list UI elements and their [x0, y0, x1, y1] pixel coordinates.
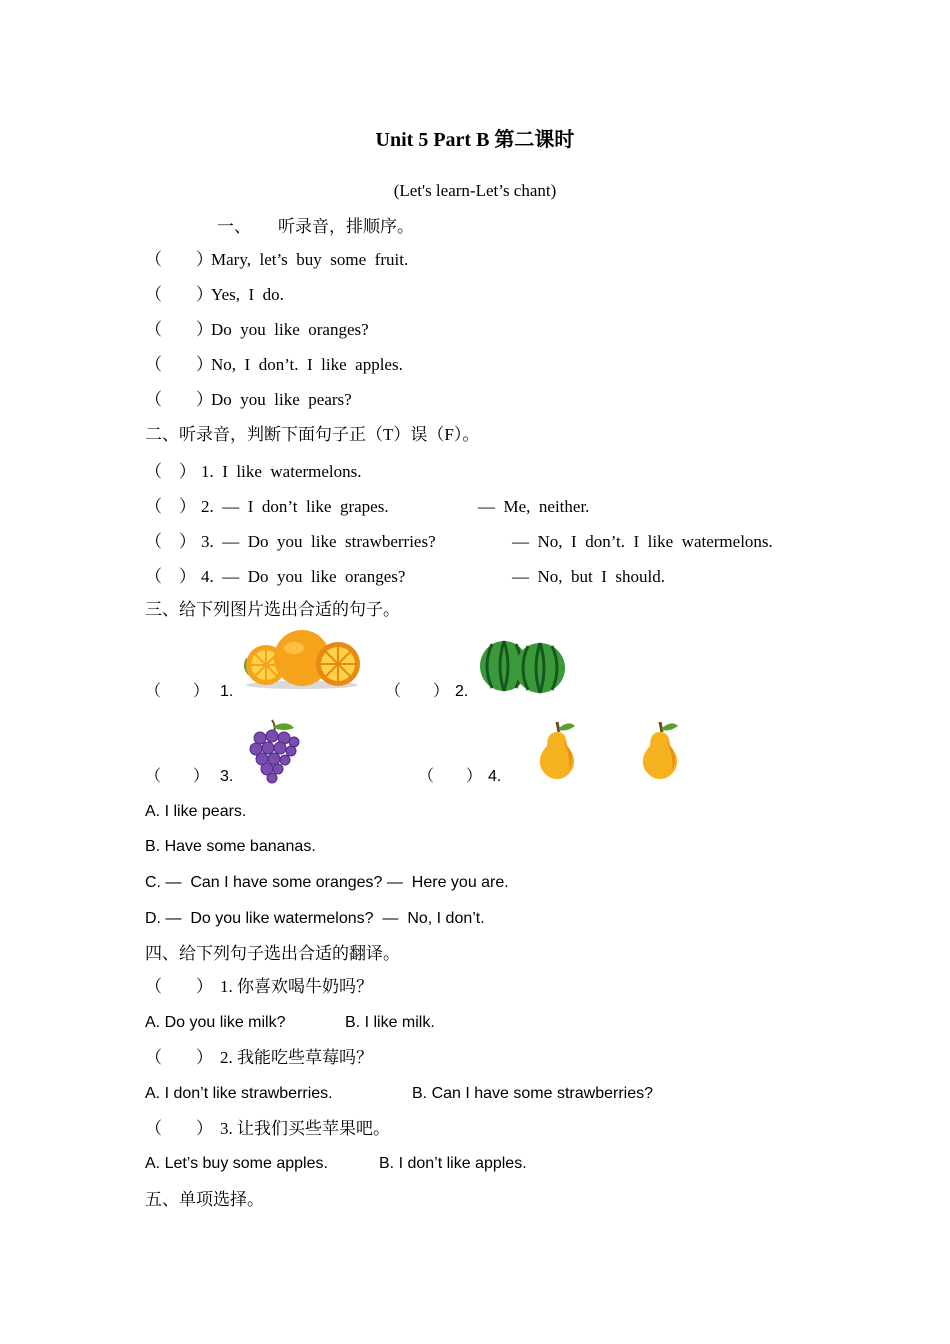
option-b: B. Have some bananas. — [145, 838, 316, 855]
pears-image — [533, 720, 581, 780]
answer-blank[interactable]: （ ） — [145, 462, 196, 481]
answer-blank[interactable]: （ ） — [145, 567, 196, 586]
question-text: 1. 你喜欢喝牛奶吗？ — [220, 977, 373, 996]
option-b: B. Can I have some strawberries? — [412, 1085, 653, 1102]
sentence-text: 1. I like watermelons. — [201, 462, 362, 481]
option-c: C. — Can I have some oranges? — Here you are. — [145, 874, 509, 891]
pears-image — [636, 720, 684, 780]
picture-number: 4. — [488, 768, 502, 785]
answer-blank[interactable]: （ ） — [145, 355, 213, 374]
option-a: A. I like pears. — [145, 803, 247, 820]
section2-heading: 二、听录音，判断下面句子正（T）误（F）。 — [145, 425, 480, 444]
answer-blank[interactable]: （ ） — [145, 390, 213, 409]
reply-text: — No, but I should. — [512, 567, 665, 586]
section4-heading: 四、给下列句子选出合适的翻译。 — [145, 944, 400, 963]
option-a: A. I don’t like strawberries. — [145, 1085, 333, 1102]
sentence-text: 2. — I don’t like grapes. — [201, 497, 389, 516]
sentence-text: 4. — Do you like oranges? — [201, 567, 406, 586]
section3-heading: 三、给下列图片选出合适的句子。 — [145, 600, 400, 619]
question-text: 2. 我能吃些草莓吗？ — [220, 1048, 373, 1067]
section1-number: 一、 — [217, 217, 251, 236]
answer-blank[interactable]: （ ） — [145, 532, 196, 551]
picture-number: 1. — [220, 683, 234, 700]
answer-blank[interactable]: （ ） — [145, 768, 210, 785]
option-b: B. I like milk. — [345, 1014, 435, 1031]
sentence-text: Yes, I do. — [211, 285, 284, 304]
sentence-text: Do you like pears? — [211, 390, 352, 409]
picture-number: 3. — [220, 768, 234, 785]
answer-blank[interactable]: （ ） — [145, 285, 213, 304]
sentence-text: Do you like oranges? — [211, 320, 369, 339]
section5-heading: 五、单项选择。 — [145, 1190, 264, 1209]
answer-blank[interactable]: （ ） — [385, 683, 450, 700]
sentence-text: Mary, let’s buy some fruit. — [211, 250, 409, 269]
answer-blank[interactable]: （ ） — [145, 497, 196, 516]
picture-number: 2. — [455, 683, 469, 700]
option-b: B. I don’t like apples. — [379, 1155, 527, 1172]
sentence-text: 3. — Do you like strawberries? — [201, 532, 436, 551]
answer-blank[interactable]: （ ） — [145, 320, 213, 339]
watermelons-image — [478, 638, 568, 694]
answer-blank[interactable]: （ ） — [145, 1119, 213, 1138]
answer-blank[interactable]: （ ） — [418, 768, 483, 785]
answer-blank[interactable]: （ ） — [145, 250, 213, 269]
reply-text: — No, I don’t. I like watermelons. — [512, 532, 773, 551]
grapes-image — [248, 718, 300, 784]
page-subtitle: (Let's learn-Let’s chant) — [393, 181, 557, 200]
question-text: 3. 让我们买些苹果吧。 — [220, 1119, 390, 1138]
sentence-text: No, I don’t. I like apples. — [211, 355, 403, 374]
page-title: Unit 5 Part B 第二课时 — [375, 129, 575, 151]
reply-text: — Me, neither. — [478, 497, 590, 516]
option-a: A. Let’s buy some apples. — [145, 1155, 328, 1172]
section1-heading: 听录音，排顺序。 — [278, 217, 414, 236]
answer-blank[interactable]: （ ） — [145, 1048, 213, 1067]
option-d: D. — Do you like watermelons? — No, I don’t. — [145, 910, 485, 927]
oranges-image — [238, 628, 364, 690]
option-a: A. Do you like milk? — [145, 1014, 286, 1031]
answer-blank[interactable]: （ ） — [145, 683, 210, 700]
answer-blank[interactable]: （ ） — [145, 977, 213, 996]
